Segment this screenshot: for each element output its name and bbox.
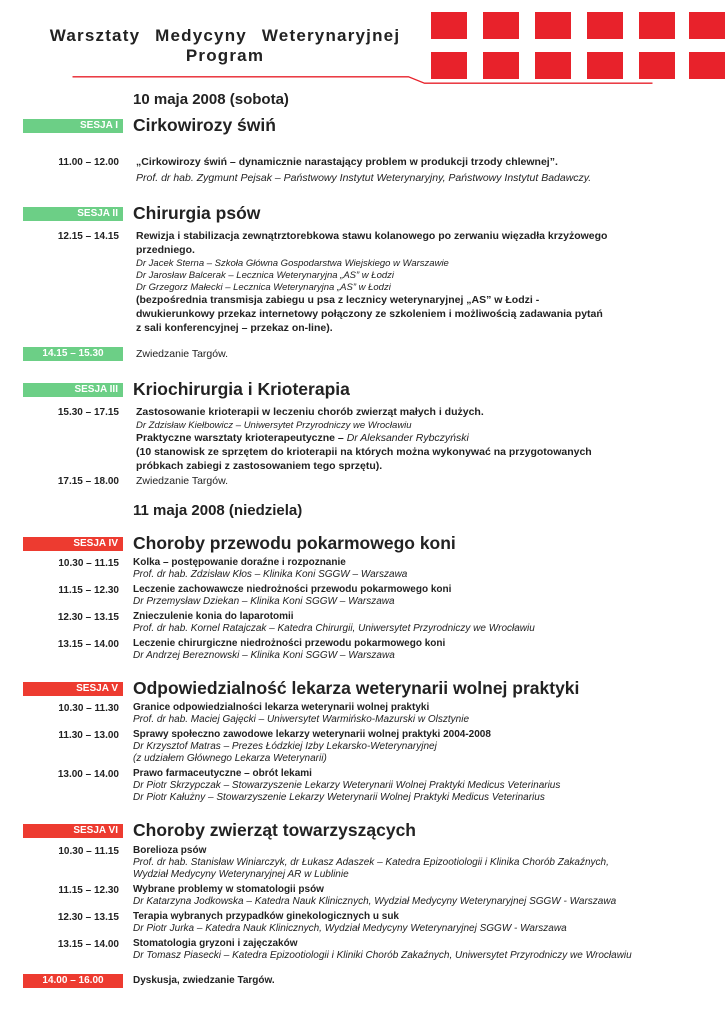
- session3-break-text: Zwiedzanie Targów.: [136, 475, 229, 487]
- s6-item1-speaker: Prof. dr hab. Stanisław Winiarczyk, dr Łukasz Adaszek – Katedra Epizootiologii i Klinika Chorób Zakaźnych,: [133, 857, 609, 868]
- s4-item3-time: 12.30 – 13.15: [57, 612, 119, 623]
- s6-item1-time: 10.30 – 11.15: [58, 846, 119, 857]
- s6-item1-talk: Borelioza psów: [133, 845, 207, 856]
- s6-item2-speaker: Dr Katarzyna Jodkowska – Katedra Nauk Klinicznych, Wydział Medycyny Weterynaryjnej SGGW - Warszawa: [133, 896, 617, 907]
- session2-speaker2: Dr Jarosław Balcerak – Lecznica Weterynaryjna „AS” w Łodzi: [136, 270, 395, 281]
- session3-talk2: Praktyczne warsztaty krioterapeutyczne –: [136, 432, 347, 444]
- s4-item4-talk: Leczenie chirurgiczne niedrożności przewodu pokarmowego koni: [133, 638, 446, 649]
- header-title-line2: Program: [185, 46, 265, 65]
- session6-title: Choroby zwierząt towarzyszących: [133, 820, 416, 840]
- s5-item3-speaker: Dr Piotr Skrzypczak – Stowarzyszenie Lekarzy Weterynarii Wolnej Praktyki Medicus Veterinarius: [133, 780, 561, 791]
- s4-item1-time: 10.30 – 11.15: [58, 558, 119, 569]
- session2-title: Chirurgia psów: [133, 203, 261, 223]
- session2-speaker3: Dr Grzegorz Małecki – Lecznica Weterynaryjna „AS” w Łodzi: [136, 282, 391, 293]
- s5-item1-talk: Granice odpowiedzialności lekarza weterynarii wolnej praktyki: [133, 702, 430, 713]
- s4-item4-time: 13.15 – 14.00: [57, 639, 119, 650]
- s5-item2-speaker: Dr Krzysztof Matras – Prezes Łódzkiej Izby Lekarsko-Weterynaryjnej: [133, 741, 437, 752]
- session3-note-line2: próbkach zabiegi z zastosowaniem tego sprzętu).: [136, 460, 383, 472]
- session3-talk2-line: [136, 432, 696, 445]
- s6-item3-speaker: Dr Piotr Jurka – Katedra Nauk Klinicznych, Wydział Medycyny Weterynaryjnej SGGW - Warszawa: [133, 923, 567, 934]
- s4-item4-speaker: Dr Andrzej Bereznowski – Klinika Koni SGGW – Warszawa: [133, 650, 395, 661]
- day1-date: 10 maja 2008 (sobota): [133, 91, 289, 108]
- s4-item3-speaker: Prof. dr hab. Kornel Ratajczak – Katedra Chirurgii, Uniwersytet Przyrodniczy we Wrocławiu: [133, 623, 535, 634]
- session3-speaker2: Dr Aleksander Rybczyński: [346, 432, 469, 444]
- session5-tag: SESJA V: [23, 682, 123, 696]
- final-text: Dyskusja, zwiedzanie Targów.: [133, 975, 275, 986]
- s6-item3-time: 12.30 – 13.15: [57, 912, 119, 923]
- s5-item1-speaker: Prof. dr hab. Maciej Gajęcki – Uniwersytet Warmińsko-Mazurski w Olsztynie: [133, 714, 470, 725]
- session6-tag: SESJA VI: [23, 824, 123, 838]
- s6-item2-talk: Wybrane problemy w stomatologii psów: [133, 884, 324, 895]
- s6-item4-speaker: Dr Tomasz Piasecki – Katedra Epizootiologii i Kliniki Chorób Zakaźnych, Uniwersytet Przyrodniczy we Wrocławiu: [133, 950, 632, 961]
- s4-item2-talk: Leczenie zachowawcze niedrożności przewodu pokarmowego koni: [133, 584, 452, 595]
- session1-title: Cirkowirozy świń: [133, 115, 276, 135]
- s5-item1-time: 10.30 – 11.30: [58, 703, 119, 714]
- session2-speaker1: Dr Jacek Sterna – Szkoła Główna Gospodarstwa Wiejskiego w Warszawie: [136, 258, 449, 269]
- s6-item1-speaker-b: Wydział Medycyny Weterynaryjnej AR w Lublinie: [133, 869, 349, 880]
- s5-item2-speaker-b: (z udziałem Głównego Lekarza Weterynarii): [133, 753, 327, 764]
- session2-note-line2: dwukierunkowy przekaz internetowy połączony ze szkoleniem i możliwością zadawania pytań: [136, 308, 603, 320]
- s5-item3-talk: Prawo farmaceutyczne – obrót lekami: [133, 768, 312, 779]
- session5-title: Odpowiedzialność lekarza weterynarii wolnej praktyki: [133, 678, 580, 698]
- session3-speaker1: Dr Zdzisław Kiełbowicz – Uniwersytet Przyrodniczy we Wrocławiu: [136, 420, 412, 431]
- s4-item3-talk: Znieczulenie konia do laparotomii: [133, 611, 294, 622]
- session2-talk-line2: przedniego.: [136, 244, 195, 256]
- session1-tag: SESJA I: [23, 119, 123, 133]
- session2-talk-line1: Rewizja i stabilizacja zewnątrztorebkowa stawu kolanowego po zerwaniu więzadła krzyżowego: [136, 230, 608, 242]
- s6-item4-time: 13.15 – 14.00: [57, 939, 119, 950]
- day2-date: 11 maja 2008 (niedziela): [133, 502, 303, 519]
- s6-item3-talk: Terapia wybranych przypadków ginekologicznych u suk: [133, 911, 399, 922]
- header-title-line1: Warsztaty Medycyny Weterynaryjnej: [49, 26, 401, 45]
- s5-item2-talk: Sprawy społeczno zawodowe lekarzy weterynarii wolnej praktyki 2004-2008: [133, 729, 491, 740]
- session2-note-line3: z sali konferencyjnej – przekaz on-line).: [136, 322, 333, 334]
- session3-talk1: Zastosowanie krioterapii w leczeniu chorób zwierząt małych i dużych.: [136, 406, 484, 418]
- session4-tag: SESJA IV: [23, 537, 123, 551]
- session1-time: 11.00 – 12.00: [58, 157, 119, 168]
- session1-speaker: Prof. dr hab. Zygmunt Pejsak – Państwowy Instytut Weterynaryjny, Państwowy Instytut Badawczy.: [136, 172, 592, 184]
- s6-item2-time: 11.15 – 12.30: [58, 885, 119, 896]
- session3-break-time: 17.15 – 18.00: [57, 476, 119, 487]
- session3-tag: SESJA III: [23, 383, 123, 397]
- session2-tag: SESJA II: [23, 207, 123, 221]
- s6-item4-talk: Stomatologia gryzoni i zajęczaków: [133, 938, 298, 949]
- session3-title: Kriochirurgia i Krioterapia: [133, 379, 350, 399]
- session2-time: 12.15 – 14.15: [57, 231, 119, 242]
- session3-note-line1: (10 stanowisk ze sprzętem do krioterapii na których można wykonywać na przygotowanych: [136, 446, 592, 458]
- s4-item2-time: 11.15 – 12.30: [58, 585, 119, 596]
- s4-item1-speaker: Prof. dr hab. Zdzisław Kłos – Klinika Koni SGGW – Warszawa: [133, 569, 408, 580]
- final-time: 14.00 – 16.00: [23, 974, 123, 988]
- session4-title: Choroby przewodu pokarmowego koni: [133, 533, 456, 553]
- session2-break-time: 14.15 – 15.30: [23, 347, 123, 361]
- session2-break-text: Zwiedzanie Targów.: [136, 348, 229, 360]
- s5-item3-time: 13.00 – 14.00: [57, 769, 119, 780]
- s5-item3-speaker-b: Dr Piotr Kałużny – Stowarzyszenie Lekarzy Weterynarii Wolnej Praktyki Medicus Veterinarius: [133, 792, 545, 803]
- session2-note-line1: (bezpośrednia transmisja zabiegu u psa z lecznicy weterynaryjnej „AS” w Łodzi -: [136, 294, 540, 306]
- s4-item1-talk: Kolka – postępowanie doraźne i rozpoznanie: [133, 557, 346, 568]
- s5-item2-time: 11.30 – 13.00: [58, 730, 119, 741]
- s4-item2-speaker: Dr Przemysław Dziekan – Klinika Koni SGGW – Warszawa: [133, 596, 395, 607]
- session1-talk: „Cirkowirozy świń – dynamicznie narastający problem w produkcji trzody chlewnej”.: [136, 156, 558, 168]
- session3-time: 15.30 – 17.15: [57, 407, 119, 418]
